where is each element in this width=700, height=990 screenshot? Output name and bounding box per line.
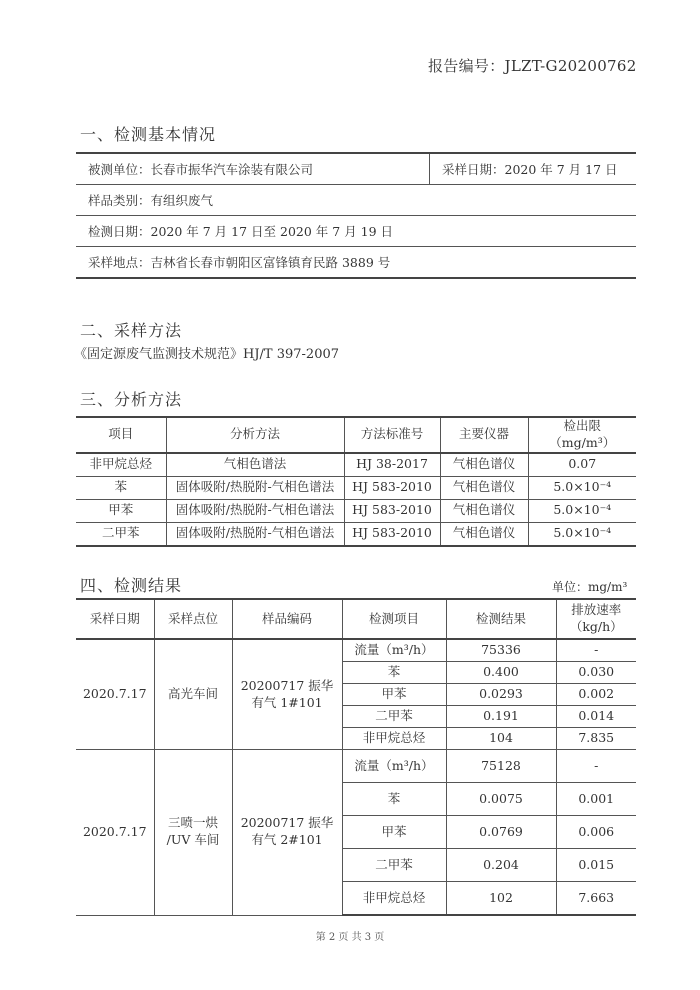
result-cell: 0.191 xyxy=(446,706,556,728)
sampling-date-cell: 2020.7.17 xyxy=(76,750,154,916)
analysis-cell: 气相色谱仪 xyxy=(440,453,528,477)
analysis-cell: 气相色谱仪 xyxy=(440,522,528,546)
result-cell: 0.001 xyxy=(556,783,636,816)
analysis-header-cell: 主要仪器 xyxy=(440,417,528,453)
result-cell: - xyxy=(556,639,636,662)
result-cell: 0.014 xyxy=(556,706,636,728)
result-header-cell: 检测结果 xyxy=(446,599,556,639)
analysis-header-cell: 检出限 （mg/m³） xyxy=(528,417,636,453)
table-row xyxy=(76,453,636,477)
result-cell: 甲苯 xyxy=(342,684,446,706)
result-header-cell: 采样点位 xyxy=(154,599,232,639)
result-cell: 二甲苯 xyxy=(342,849,446,882)
result-cell: 0.002 xyxy=(556,684,636,706)
analysis-cell: 气相色谱法 xyxy=(166,453,344,477)
sampling-method: 《固定源废气监测技术规范》HJ/T 397-2007 xyxy=(74,347,340,362)
result-cell: 7.835 xyxy=(556,728,636,750)
sampling-point-cell: 高光车间 xyxy=(154,639,232,750)
analysis-cell: 5.0×10⁻⁴ xyxy=(528,522,636,546)
result-header-cell: 检测项目 xyxy=(342,599,446,639)
sampling-date-cell: 2020.7.17 xyxy=(76,639,154,750)
result-cell: 甲苯 xyxy=(342,816,446,849)
analysis-cell: 苯 xyxy=(76,476,166,499)
section-3-title: 三、分析方法 xyxy=(80,390,183,409)
result-cell: 流量（m³/h） xyxy=(342,750,446,783)
analysis-method-table xyxy=(76,416,636,547)
analysis-header-row xyxy=(76,417,636,453)
analysis-cell: 气相色谱仪 xyxy=(440,476,528,499)
result-cell: 流量（m³/h） xyxy=(342,639,446,662)
sampling-date: 采样日期：2020 年 7 月 17 日 xyxy=(430,153,637,185)
result-cell: 0.204 xyxy=(446,849,556,882)
result-cell: 102 xyxy=(446,882,556,916)
sample-code-cell: 20200717 振华 有气 2#101 xyxy=(232,750,342,916)
analysis-cell: HJ 583-2010 xyxy=(344,476,440,499)
result-cell: 0.030 xyxy=(556,662,636,684)
analysis-cell: 0.07 xyxy=(528,453,636,477)
analysis-cell: HJ 583-2010 xyxy=(344,499,440,522)
result-cell: 二甲苯 xyxy=(342,706,446,728)
section-1-title: 一、检测基本情况 xyxy=(80,125,217,144)
sampling-point-cell: 三喷一烘 /UV 车间 xyxy=(154,750,232,916)
result-cell: 0.006 xyxy=(556,816,636,849)
table-row xyxy=(76,499,636,522)
sample-code-cell: 20200717 振华 有气 1#101 xyxy=(232,639,342,750)
analysis-cell: HJ 38-2017 xyxy=(344,453,440,477)
result-cell: 104 xyxy=(446,728,556,750)
result-cell: 0.0075 xyxy=(446,783,556,816)
page-number: 第 2 页 共 3 页 xyxy=(315,932,385,943)
result-header-cell: 样品编码 xyxy=(232,599,342,639)
result-cell: 0.015 xyxy=(556,849,636,882)
result-cell: 75128 xyxy=(446,750,556,783)
sample-type: 样品类别：有组织废气 xyxy=(76,185,636,216)
analysis-cell: 非甲烷总烃 xyxy=(76,453,166,477)
analysis-cell: 5.0×10⁻⁴ xyxy=(528,476,636,499)
analysis-cell: 二甲苯 xyxy=(76,522,166,546)
basic-info-table xyxy=(76,152,636,279)
analysis-header-cell: 项目 xyxy=(76,417,166,453)
tested-unit: 被测单位：长春市振华汽车涂装有限公司 xyxy=(76,153,430,185)
section-4-title: 四、检测结果 xyxy=(80,576,183,595)
sampling-location: 采样地点：吉林省长春市朝阳区富锋镇育民路 3889 号 xyxy=(76,247,636,279)
analysis-header-cell: 分析方法 xyxy=(166,417,344,453)
result-header-cell: 排放速率 （kg/h） xyxy=(556,599,636,639)
result-cell: 苯 xyxy=(342,662,446,684)
result-cell: 0.400 xyxy=(446,662,556,684)
report-number: 报告编号：JLZT-G20200762 xyxy=(428,57,637,75)
test-date: 检测日期：2020 年 7 月 17 日至 2020 年 7 月 19 日 xyxy=(76,216,636,247)
table-row xyxy=(76,750,636,783)
analysis-cell: 固体吸附/热脱附-气相色谱法 xyxy=(166,522,344,546)
result-header-cell: 采样日期 xyxy=(76,599,154,639)
analysis-cell: 固体吸附/热脱附-气相色谱法 xyxy=(166,476,344,499)
table-row xyxy=(76,639,636,662)
analysis-cell: 甲苯 xyxy=(76,499,166,522)
result-cell: 0.0769 xyxy=(446,816,556,849)
analysis-cell: 固体吸附/热脱附-气相色谱法 xyxy=(166,499,344,522)
result-cell: - xyxy=(556,750,636,783)
result-unit: 单位：mg/m³ xyxy=(552,580,628,594)
analysis-cell: HJ 583-2010 xyxy=(344,522,440,546)
section-2-title: 二、采样方法 xyxy=(80,321,183,340)
result-cell: 0.0293 xyxy=(446,684,556,706)
result-cell: 7.663 xyxy=(556,882,636,916)
analysis-header-cell: 方法标准号 xyxy=(344,417,440,453)
result-cell: 75336 xyxy=(446,639,556,662)
table-row xyxy=(76,476,636,499)
result-cell: 非甲烷总烃 xyxy=(342,882,446,916)
result-cell: 苯 xyxy=(342,783,446,816)
analysis-cell: 5.0×10⁻⁴ xyxy=(528,499,636,522)
result-cell: 非甲烷总烃 xyxy=(342,728,446,750)
analysis-cell: 气相色谱仪 xyxy=(440,499,528,522)
table-row xyxy=(76,522,636,546)
result-table xyxy=(76,598,636,916)
result-header-row xyxy=(76,599,636,639)
